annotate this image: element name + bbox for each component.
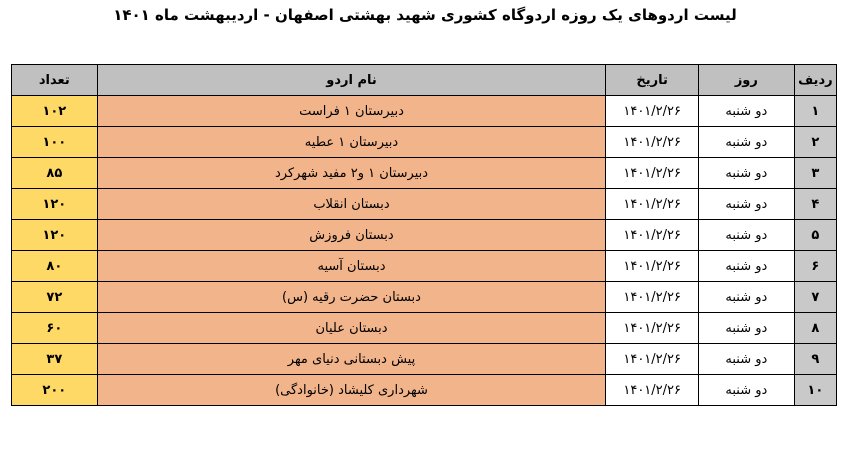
- table-row: [12, 127, 837, 158]
- table-header-row: [12, 65, 837, 96]
- count-cell: ۱۰۲: [12, 96, 98, 127]
- row-number: ۵: [794, 220, 836, 251]
- row-number: ۸: [794, 313, 836, 344]
- table-row: [12, 220, 837, 251]
- header-camp-name: نام اردو: [97, 65, 606, 96]
- count-cell: ۷۲: [12, 282, 98, 313]
- table-row: [12, 251, 837, 282]
- row-number: ۱: [794, 96, 836, 127]
- camp-name-cell: شهرداری کلیشاد (خانوادگی): [97, 375, 606, 406]
- row-number: ۳: [794, 158, 836, 189]
- day-cell: دو شنبه: [699, 127, 795, 158]
- camp-name-cell: دبستان فروزش: [97, 220, 606, 251]
- count-cell: ۶۰: [12, 313, 98, 344]
- day-cell: دو شنبه: [699, 313, 795, 344]
- count-cell: ۸۰: [12, 251, 98, 282]
- count-cell: ۳۷: [12, 344, 98, 375]
- table-row: [12, 158, 837, 189]
- table-row: [12, 344, 837, 375]
- day-cell: دو شنبه: [699, 375, 795, 406]
- count-cell: ۱۰۰: [12, 127, 98, 158]
- day-cell: دو شنبه: [699, 158, 795, 189]
- page-title: لیست اردوهای یک روزه اردوگاه کشوری شهید بهشتی اصفهان - اردیبهشت ماه ۱۴۰۱: [113, 6, 737, 24]
- table-row: [12, 189, 837, 220]
- camp-name-cell: پیش دبستانی دنیای مهر: [97, 344, 606, 375]
- row-number: ۶: [794, 251, 836, 282]
- camp-name-cell: دبیرستان ۱ و۲ مفید شهرکرد: [97, 158, 606, 189]
- table-row: [12, 282, 837, 313]
- camp-name-cell: دبستان علیان: [97, 313, 606, 344]
- camp-name-cell: دبستان انقلاب: [97, 189, 606, 220]
- day-cell: دو شنبه: [699, 189, 795, 220]
- count-cell: ۸۵: [12, 158, 98, 189]
- date-cell: ۱۴۰۱/۲/۲۶: [606, 344, 699, 375]
- count-cell: ۱۲۰: [12, 220, 98, 251]
- day-cell: دو شنبه: [699, 96, 795, 127]
- row-number: ۱۰: [794, 375, 836, 406]
- date-cell: ۱۴۰۱/۲/۲۶: [606, 189, 699, 220]
- header-count: تعداد: [12, 65, 98, 96]
- camps-table: [11, 64, 837, 406]
- header-row-number: ردیف: [794, 65, 836, 96]
- date-cell: ۱۴۰۱/۲/۲۶: [606, 251, 699, 282]
- day-cell: دو شنبه: [699, 220, 795, 251]
- date-cell: ۱۴۰۱/۲/۲۶: [606, 282, 699, 313]
- camp-name-cell: دبستان آسیه: [97, 251, 606, 282]
- row-number: ۴: [794, 189, 836, 220]
- header-day: روز: [699, 65, 795, 96]
- day-cell: دو شنبه: [699, 344, 795, 375]
- table-row: [12, 96, 837, 127]
- table-row: [12, 313, 837, 344]
- table-row: [12, 375, 837, 406]
- day-cell: دو شنبه: [699, 251, 795, 282]
- camp-name-cell: دبیرستان ۱ عطیه: [97, 127, 606, 158]
- row-number: ۹: [794, 344, 836, 375]
- date-cell: ۱۴۰۱/۲/۲۶: [606, 375, 699, 406]
- date-cell: ۱۴۰۱/۲/۲۶: [606, 313, 699, 344]
- date-cell: ۱۴۰۱/۲/۲۶: [606, 220, 699, 251]
- day-cell: دو شنبه: [699, 282, 795, 313]
- row-number: ۲: [794, 127, 836, 158]
- row-number: ۷: [794, 282, 836, 313]
- camp-name-cell: دبیرستان ۱ فراست: [97, 96, 606, 127]
- camp-name-cell: دبستان حضرت رقیه (س): [97, 282, 606, 313]
- date-cell: ۱۴۰۱/۲/۲۶: [606, 158, 699, 189]
- header-date: تاریخ: [606, 65, 699, 96]
- count-cell: ۲۰۰: [12, 375, 98, 406]
- date-cell: ۱۴۰۱/۲/۲۶: [606, 127, 699, 158]
- count-cell: ۱۲۰: [12, 189, 98, 220]
- date-cell: ۱۴۰۱/۲/۲۶: [606, 96, 699, 127]
